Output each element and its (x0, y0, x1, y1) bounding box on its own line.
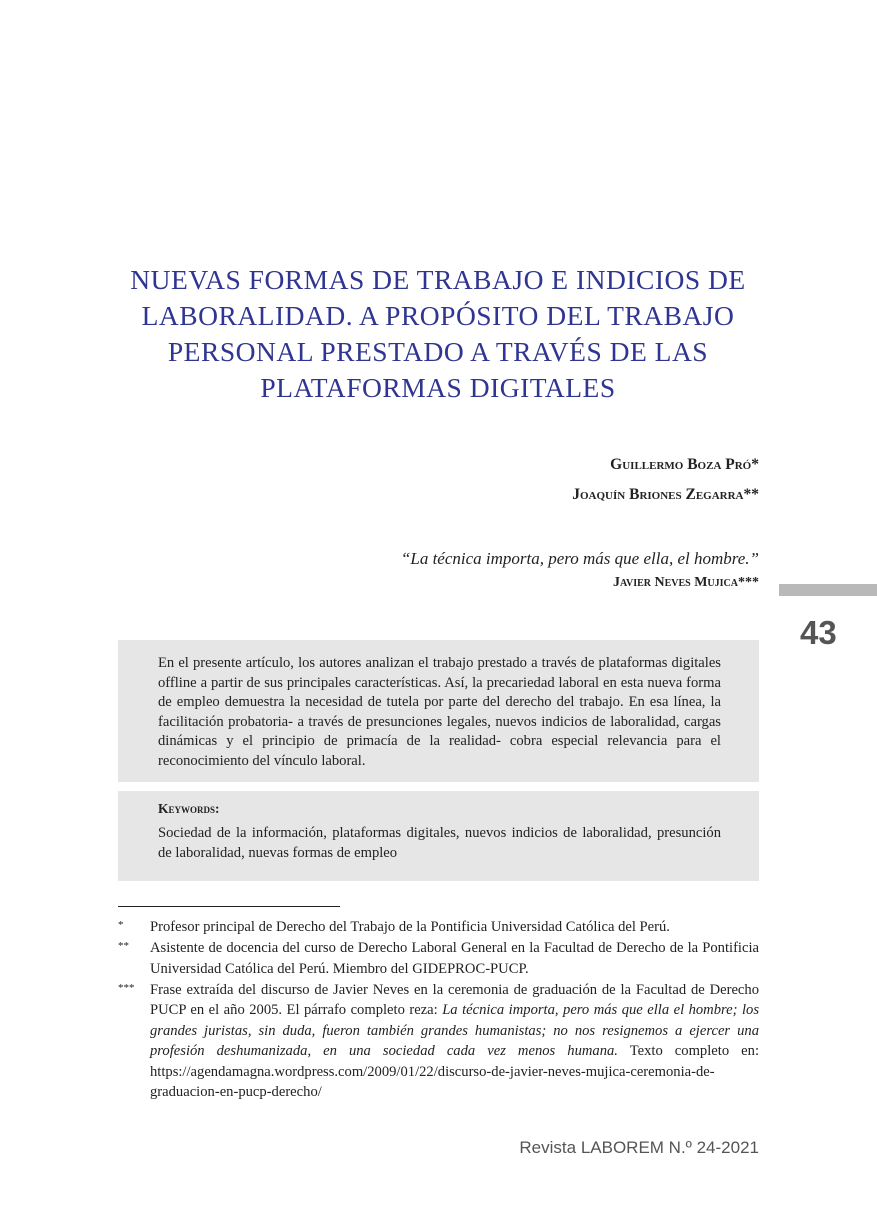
keywords-box (118, 791, 759, 881)
page-number: 43 (800, 614, 837, 651)
epigraph-quote: “La técnica importa, pero más que ella, el hombre.” (400, 549, 759, 568)
keywords-label: Keywords: (158, 801, 220, 816)
abstract-box (118, 640, 759, 782)
footnote-text: Profesor principal de Derecho del Trabajo de la Pontificia Universidad Católica del Perú. (150, 919, 670, 935)
author-boza: Guillermo Boza Pró* (610, 456, 759, 473)
footnote-quote: La técnica importa, pero más que ella el hombre; los grandes juristas, sin duda, fueron también grandes humanistas; no nos resignemos a ejercer una profesión deshumanizada, en una sociedad cada vez menos humana. (150, 1002, 759, 1059)
keywords-text: Sociedad de la información, plataformas digitales, nuevos indicios de laboralidad, presunción de laboralidad, nuevas formas de empleo (158, 825, 721, 861)
journal-footer: Revista LABOREM N.º 24-2021 (519, 1138, 759, 1157)
side-tab-bar (779, 584, 877, 596)
abstract-text: En el presente artículo, los autores analizan el trabajo prestado a través de plataformas digitales offline a partir de sus principales características. Así, la precariedad laboral en esta nueva forma de empleo demuestra la necesidad de tutela por parte del derecho del trabajo. En esa línea, la facilitación probatoria- a través de presunciones legales, nuevos indicios de laboralidad, cargas dinámicas y el principio de primacía de la realidad- cobra especial relevancia para el reconocimiento del vínculo laboral. (158, 655, 721, 769)
footnote-text: Asistente de docencia del curso de Derecho Laboral General en la Facultad de Derecho de la Pontificia Universidad Católica del Perú. Miembro del GIDEPROC-PUCP. (150, 940, 759, 977)
footnote-mark: *** (118, 981, 135, 994)
footnote-mark: ** (118, 940, 129, 952)
epigraph-attribution: Javier Neves Mujica*** (613, 575, 759, 590)
footnote-link-text: Texto completo en: https://agendamagna.wordpress.com/2009/01/22/discurso-de-javier-neves-mujica-ceremonia-de-graduacion-en-pucp-derecho/ (150, 1043, 759, 1100)
title-line: NUEVAS FORMAS DE TRABAJO E INDICIOS DE (130, 264, 746, 295)
footnote-text: Frase extraída del discurso de Javier Neves en la ceremonia de graduación de la Facultad de Derecho PUCP en el año 2005. El párrafo completo reza: (150, 981, 759, 1018)
article-title (118, 262, 758, 406)
footnote (118, 917, 759, 938)
footnote-separator (118, 906, 340, 907)
footnotes (118, 917, 759, 1103)
footnote-mark: * (118, 919, 124, 931)
title-line: PLATAFORMAS DIGITALES (260, 372, 616, 403)
footnote (118, 980, 759, 1103)
title-line: PERSONAL PRESTADO A TRAVÉS DE LAS (167, 336, 709, 367)
author-briones: Joaquín Briones Zegarra** (572, 486, 759, 503)
footnote (118, 938, 759, 979)
title-line: LABORALIDAD. A PROPÓSITO DEL TRABAJO (141, 300, 735, 331)
